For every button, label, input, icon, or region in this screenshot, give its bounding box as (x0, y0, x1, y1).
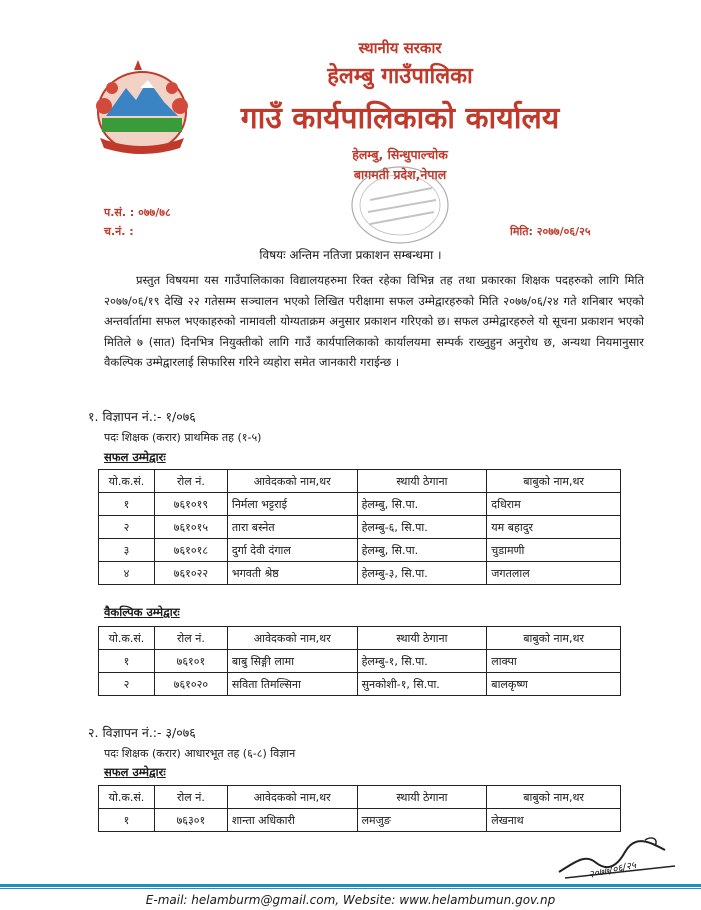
cell: हेलम्बु-१, सि.पा. (357, 650, 487, 673)
header-office: गाउँ कार्यपालिकाको कार्यालय (240, 101, 560, 136)
table-row (99, 809, 621, 832)
cell: भगवती श्रेष्ठ (227, 562, 357, 585)
cell: लमजुङ (357, 809, 487, 832)
header-father: बाबुको नाम,थर (487, 627, 621, 650)
table-row (99, 539, 621, 562)
header-name: आवेदकको नाम,थर (227, 786, 357, 809)
cell: लेखनाथ (487, 809, 621, 832)
section-2-title: २. विज्ञापन नं.:- ३/०७६ (88, 725, 196, 740)
cell: १ (99, 809, 155, 832)
cell: ७६१०२२ (154, 562, 227, 585)
cell: दधिराम (487, 493, 621, 516)
header-serial: यो.क.सं. (99, 470, 155, 493)
cell: २ (99, 516, 155, 539)
header-roll: रोल नं. (154, 627, 227, 650)
cell: हेलम्बु-६, सि.पा. (357, 516, 487, 539)
section-1-post: पदः शिक्षक (करार) प्राथमिक तह (१-५) (104, 431, 262, 444)
cell: शान्ता अधिकारी (227, 809, 357, 832)
header-serial: यो.क.सं. (99, 627, 155, 650)
header-father: बाबुको नाम,थर (487, 470, 621, 493)
cell: ३ (99, 539, 155, 562)
header-local-government: स्थानीय सरकार (358, 39, 442, 57)
cell: ७६१०१ (154, 650, 227, 673)
table-row (99, 562, 621, 585)
footer-divider-thin (0, 888, 701, 889)
header-municipality: हेलम्बु गाउँपालिका (327, 64, 473, 89)
section-1-alt-table (98, 626, 621, 696)
table-row (99, 673, 621, 696)
header-address: हेलम्बु, सिन्धुपाल्चोक (352, 147, 448, 162)
header-name: आवेदकको नाम,थर (227, 470, 357, 493)
footer-divider-thick (0, 884, 701, 887)
cell: हेलम्बु, सि.पा. (357, 493, 487, 516)
header-roll: रोल नं. (154, 470, 227, 493)
issue-date: मिति: २०७७/०६/२५ (510, 225, 591, 238)
office-stamp-icon (340, 160, 460, 250)
table-row (99, 493, 621, 516)
section-2-success-table (98, 785, 621, 832)
cell: दुर्गा देवी दंगाल (227, 539, 357, 562)
section-1-success-table (98, 469, 621, 585)
nepal-emblem-icon (88, 58, 196, 158)
cell: ७६३०१ (154, 809, 227, 832)
cell: ७६१०२० (154, 673, 227, 696)
signature-date: २०७७/०६/२५ (587, 860, 638, 881)
reference-number: प.सं. : ०७७/७८ (104, 206, 171, 219)
table-header-row (99, 470, 621, 493)
cell: २ (99, 673, 155, 696)
cell: १ (99, 650, 155, 673)
cell: सविता तिमल्सिना (227, 673, 357, 696)
header-address: स्थायी ठेगाना (357, 786, 487, 809)
cell: चुडामणी (487, 539, 621, 562)
section-2-post: पदः शिक्षक (करार) आधारभूत तह (६-८) विज्ञान (104, 747, 296, 760)
section-1-success-label: सफल उम्मेद्वारः (104, 450, 166, 464)
subject-line: विषयः अन्तिम नतिजा प्रकाशन सम्बन्धमा । (259, 248, 442, 262)
table-row (99, 516, 621, 539)
table-header-row (99, 627, 621, 650)
dispatch-number: च.नं. : (104, 225, 134, 238)
header-father: बाबुको नाम,थर (487, 786, 621, 809)
cell: ७६१०१८ (154, 539, 227, 562)
cell: जगतलाल (487, 562, 621, 585)
header-serial: यो.क.सं. (99, 786, 155, 809)
cell: सुनकोशी-१, सि.पा. (357, 673, 487, 696)
header-address: स्थायी ठेगाना (357, 627, 487, 650)
cell: बाबु सिङ्गी लामा (227, 650, 357, 673)
table-header-row (99, 786, 621, 809)
header-address: स्थायी ठेगाना (357, 470, 487, 493)
cell: ७६१०१५ (154, 516, 227, 539)
cell: यम बहादुर (487, 516, 621, 539)
cell: ४ (99, 562, 155, 585)
notice-body: प्रस्तुत विषयमा यस गाउँपालिकाका विद्यालयहरुमा रिक्त रहेका विभिन्न तह तथा प्रकारका शिक्षक पदहरुको लागि मिति २०७७/०६/१९ देखि २२ गतेसम्म सञ्चालन भएको लिखित परीक्षामा सफल उम्मेद्वारहरुको मिति २०७७/०६/२४ गते शनिबार भएको अन्तर्वार्तामा सफल भएकाहरुको नामावली योग्यताक्रम अनुसार प्रकाशन गरिएको छ। सफल उम्मेद्वारहरुले यो सूचना प्रकाशन भएको मितिले ७ (सात) दिनभित्र नियुक्तीको लागि गाउँ कार्यपालिकाको कार्यालयमा सम्पर्क राख्नुहुन अनुरोध छ, अन्यथा नियमानुसार वैकल्पिक उम्मेद्वारलाई सिफारिस गरिने व्यहोरा समेत जानकारी गराईन्छ । (104, 273, 644, 369)
cell: ७६१०१९ (154, 493, 227, 516)
header-province: बागमती प्रदेश,नेपाल (353, 167, 447, 182)
section-1-title: १. विज्ञापन नं.:- १/०७६ (88, 409, 196, 424)
header-roll: रोल नं. (154, 786, 227, 809)
cell: लाक्पा (487, 650, 621, 673)
footer-contact: E-mail: helamburm@gmail.com, Website: www.helambumun.gov.np (145, 893, 556, 907)
section-2-success-label: सफल उम्मेद्वारः (104, 765, 166, 779)
cell: निर्मला भट्टराई (227, 493, 357, 516)
cell: हेलम्बु, सि.पा. (357, 539, 487, 562)
section-1-alt-label: वैकल्पिक उम्मेद्वारः (104, 605, 180, 619)
table-row (99, 650, 621, 673)
cell: १ (99, 493, 155, 516)
cell: हेलम्बु-३, सि.पा. (357, 562, 487, 585)
header-name: आवेदकको नाम,थर (227, 627, 357, 650)
cell: तारा बस्नेत (227, 516, 357, 539)
cell: बालकृष्ण (487, 673, 621, 696)
